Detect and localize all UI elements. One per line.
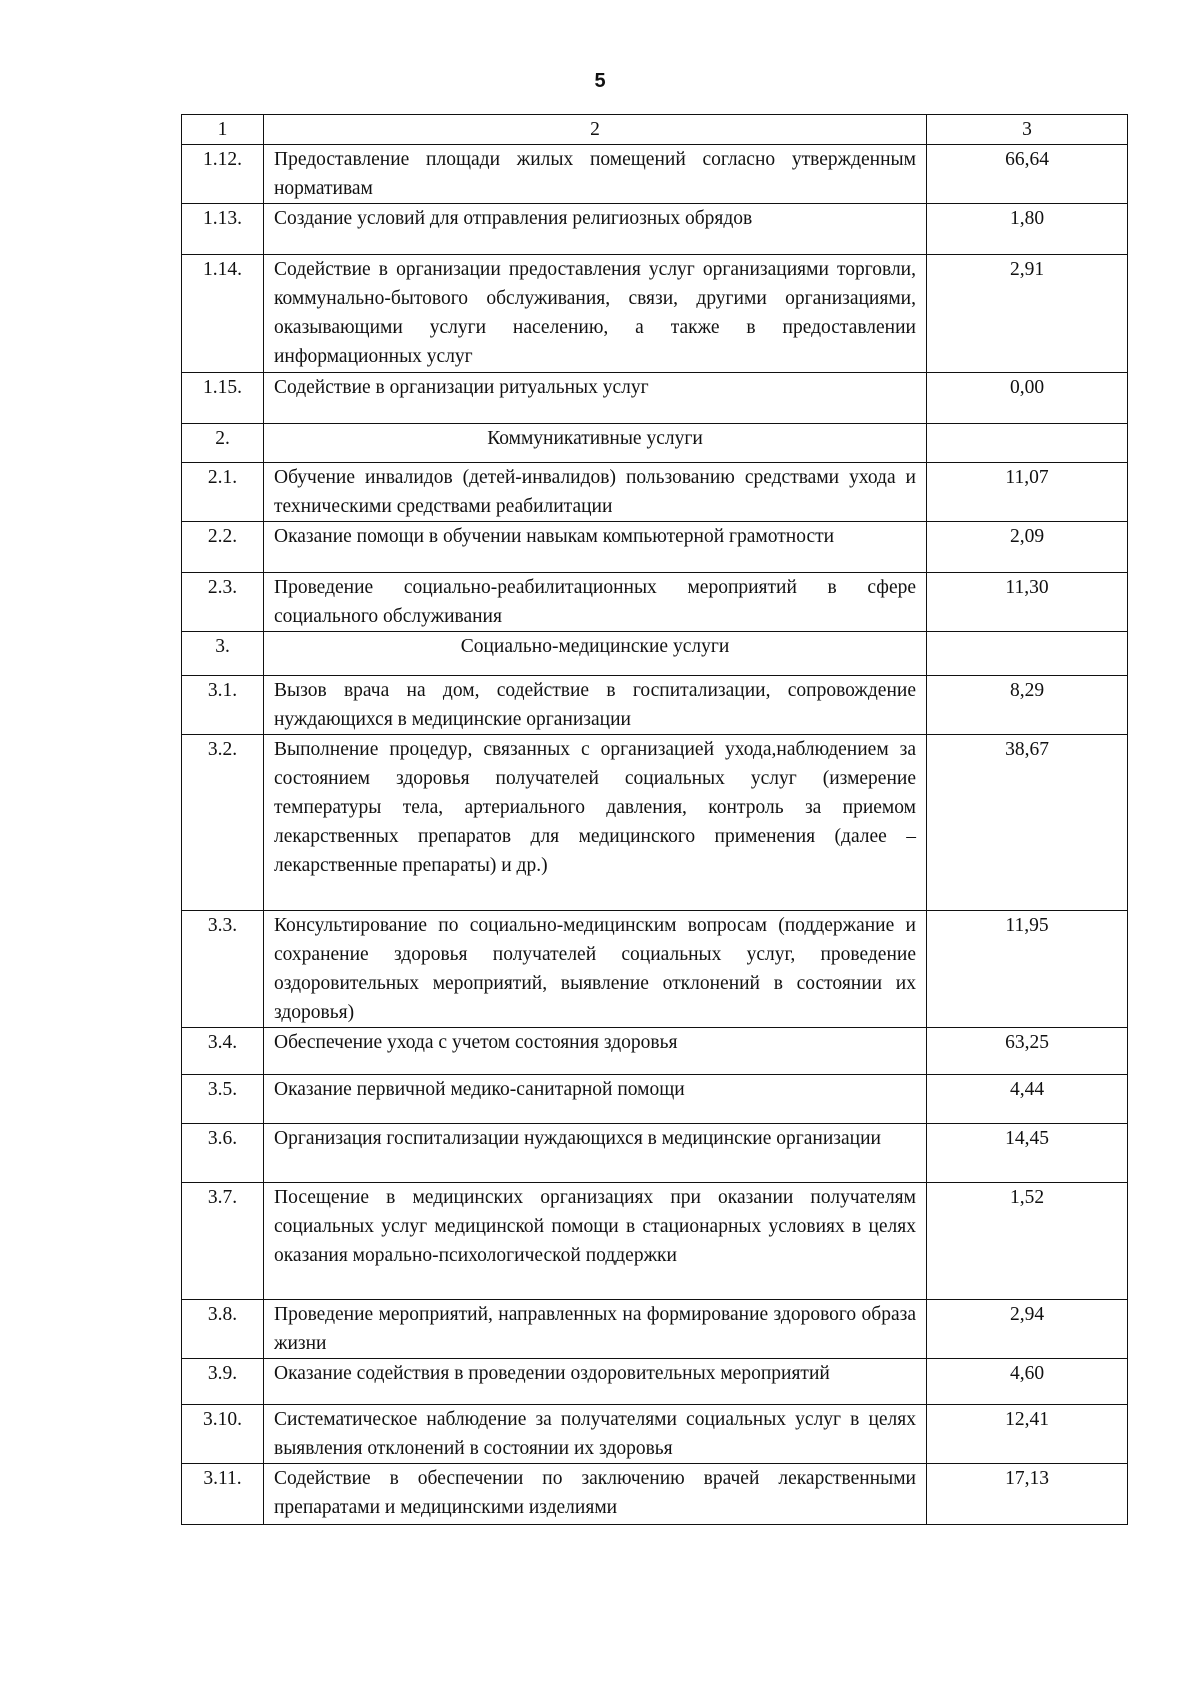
- services-table: [181, 114, 1128, 1525]
- service-value: 11,30: [927, 573, 1128, 632]
- service-value: 0,00: [927, 373, 1128, 424]
- row-number: 3.3.: [182, 911, 264, 1028]
- table-row: [182, 1464, 1128, 1525]
- table-row: [182, 1405, 1128, 1464]
- service-value: 11,07: [927, 463, 1128, 522]
- column-header-number: 1: [182, 115, 264, 145]
- table-row: [182, 1124, 1128, 1183]
- service-name: Оказание содействия в проведении оздоровительных мероприятий: [264, 1359, 927, 1405]
- row-number: 2.2.: [182, 522, 264, 573]
- section-title: Социально-медицинские услуги: [264, 632, 927, 676]
- row-number: 3.7.: [182, 1183, 264, 1300]
- table-row: [182, 463, 1128, 522]
- section-row: [182, 424, 1128, 463]
- service-value: 4,44: [927, 1075, 1128, 1124]
- row-number: 2.: [182, 424, 264, 463]
- row-number: 3.5.: [182, 1075, 264, 1124]
- table-row: [182, 1359, 1128, 1405]
- table-row: [182, 1300, 1128, 1359]
- row-number: 1.15.: [182, 373, 264, 424]
- row-number: 3.4.: [182, 1028, 264, 1075]
- page-number: 5: [594, 70, 606, 92]
- row-number: 3.9.: [182, 1359, 264, 1405]
- table-row: [182, 735, 1128, 911]
- service-value: 4,60: [927, 1359, 1128, 1405]
- service-name: Содействие в обеспечении по заключению врачей лекарственными препаратами и медицинскими изделиями: [264, 1464, 927, 1525]
- service-name: Проведение социально-реабилитационных мероприятий в сфере социального обслуживания: [264, 573, 927, 632]
- table-header-row: [182, 115, 1128, 145]
- table-row: [182, 573, 1128, 632]
- row-number: 3.: [182, 632, 264, 676]
- table-row: [182, 145, 1128, 204]
- table-row: [182, 1183, 1128, 1300]
- service-value: 1,52: [927, 1183, 1128, 1300]
- service-name: Предоставление площади жилых помещений согласно утвержденным нормативам: [264, 145, 927, 204]
- service-name: Содействие в организации предоставления услуг организациями торговли, коммунально-бытового обслуживания, связи, другими организациями, оказывающими услуги населению, а также в предоставлении информационных услуг: [264, 255, 927, 373]
- service-name: Проведение мероприятий, направленных на формирование здорового образа жизни: [264, 1300, 927, 1359]
- service-value: 17,13: [927, 1464, 1128, 1525]
- service-value: [927, 632, 1128, 676]
- row-number: 1.13.: [182, 204, 264, 255]
- table-row: [182, 676, 1128, 735]
- row-number: 3.10.: [182, 1405, 264, 1464]
- service-name: Обучение инвалидов (детей-инвалидов) пользованию средствами ухода и техническими средствами реабилитации: [264, 463, 927, 522]
- service-value: 2,94: [927, 1300, 1128, 1359]
- services-table-body: [182, 115, 1128, 1525]
- section-title: Коммуникативные услуги: [264, 424, 927, 463]
- table-row: [182, 1028, 1128, 1075]
- row-number: 3.6.: [182, 1124, 264, 1183]
- service-value: 66,64: [927, 145, 1128, 204]
- service-value: [927, 424, 1128, 463]
- table-row: [182, 255, 1128, 373]
- row-number: 3.11.: [182, 1464, 264, 1525]
- service-value: 12,41: [927, 1405, 1128, 1464]
- service-name: Вызов врача на дом, содействие в госпитализации, сопровождение нуждающихся в медицинские организации: [264, 676, 927, 735]
- service-value: 8,29: [927, 676, 1128, 735]
- table-row: [182, 1075, 1128, 1124]
- row-number: 2.3.: [182, 573, 264, 632]
- service-value: 2,09: [927, 522, 1128, 573]
- service-value: 2,91: [927, 255, 1128, 373]
- service-name: Консультирование по социально-медицинским вопросам (поддержание и сохранение здоровья получателей социальных услуг, проведение оздоровительных мероприятий, выявление отклонений в состоянии их здоровья): [264, 911, 927, 1028]
- service-value: 1,80: [927, 204, 1128, 255]
- row-number: 1.12.: [182, 145, 264, 204]
- service-value: 38,67: [927, 735, 1128, 911]
- column-header-value: 3: [927, 115, 1128, 145]
- section-row: [182, 632, 1128, 676]
- column-header-name: 2: [264, 115, 927, 145]
- row-number: 3.1.: [182, 676, 264, 735]
- service-name: Выполнение процедур, связанных с организацией ухода,наблюдением за состоянием здоровья получателей социальных услуг (измерение температуры тела, артериального давления, контроль за приемом лекарственных препаратов для медицинского применения (далее – лекарственные препараты) и др.): [264, 735, 927, 911]
- row-number: 3.8.: [182, 1300, 264, 1359]
- service-name: Содействие в организации ритуальных услуг: [264, 373, 927, 424]
- service-name: Оказание помощи в обучении навыкам компьютерной грамотности: [264, 522, 927, 573]
- service-name: Организация госпитализации нуждающихся в медицинские организации: [264, 1124, 927, 1183]
- service-name: Систематическое наблюдение за получателями социальных услуг в целях выявления отклонений в состоянии их здоровья: [264, 1405, 927, 1464]
- service-name: Создание условий для отправления религиозных обрядов: [264, 204, 927, 255]
- row-number: 2.1.: [182, 463, 264, 522]
- table-row: [182, 911, 1128, 1028]
- table-row: [182, 373, 1128, 424]
- table-row: [182, 204, 1128, 255]
- service-value: 14,45: [927, 1124, 1128, 1183]
- table-row: [182, 522, 1128, 573]
- row-number: 3.2.: [182, 735, 264, 911]
- service-value: 11,95: [927, 911, 1128, 1028]
- service-name: Посещение в медицинских организациях при оказании получателям социальных услуг медицинской помощи в стационарных условиях в целях оказания морально-психологической поддержки: [264, 1183, 927, 1300]
- service-value: 63,25: [927, 1028, 1128, 1075]
- service-name: Обеспечение ухода с учетом состояния здоровья: [264, 1028, 927, 1075]
- row-number: 1.14.: [182, 255, 264, 373]
- service-name: Оказание первичной медико-санитарной помощи: [264, 1075, 927, 1124]
